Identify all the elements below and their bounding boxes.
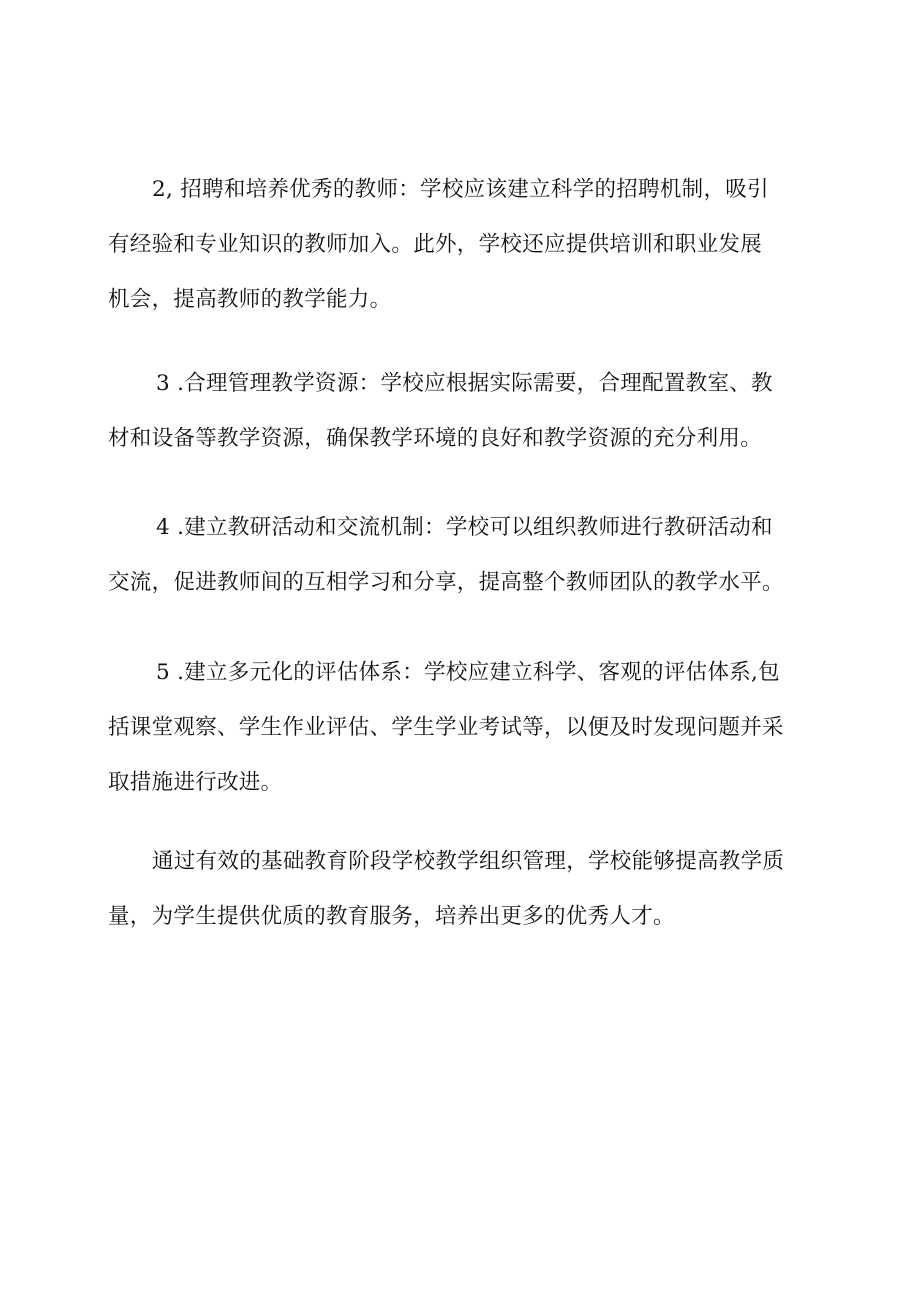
paragraph-line: 4 .建立教研活动和交流机制：学校可以组织教师进行教研活动和 [156, 515, 773, 540]
paragraph-research-exchange [108, 500, 828, 610]
paragraph-recruit-train-teachers [108, 162, 828, 327]
paragraph-manage-resources [108, 356, 828, 466]
paragraph-evaluation-system [108, 645, 828, 810]
paragraph-line: 有经验和专业知识的教师加入。此外，学校还应提供培训和职业发展 [108, 232, 763, 257]
paragraph-line: 3 .合理管理教学资源：学校应根据实际需要，合理配置教室、教 [156, 371, 773, 396]
paragraph-line: 机会，提高教师的教学能力。 [108, 287, 392, 312]
paragraph-line: 取措施进行改进。 [108, 770, 283, 795]
paragraph-line: 材和设备等教学资源，确保教学环境的良好和教学资源的充分利用。 [108, 426, 763, 451]
paragraph-line: 2, 招聘和培养优秀的教师：学校应该建立科学的招聘机制，吸引 [152, 177, 769, 202]
paragraph-line: 括课堂观察、学生作业评估、学生学业考试等，以便及时发现问题并采 [108, 715, 784, 740]
paragraph-line: 通过有效的基础教育阶段学校教学组织管理，学校能够提高教学质 [152, 849, 785, 874]
paragraph-conclusion [108, 834, 828, 944]
paragraph-line: 交流，促进教师间的互相学习和分享，提高整个教师团队的教学水平。 [108, 570, 784, 595]
paragraph-line: 5 .建立多元化的评估体系：学校应建立科学、客观的评估体系,包 [156, 660, 780, 685]
paragraph-line: 量，为学生提供优质的教育服务，培养出更多的优秀人才。 [108, 904, 675, 929]
